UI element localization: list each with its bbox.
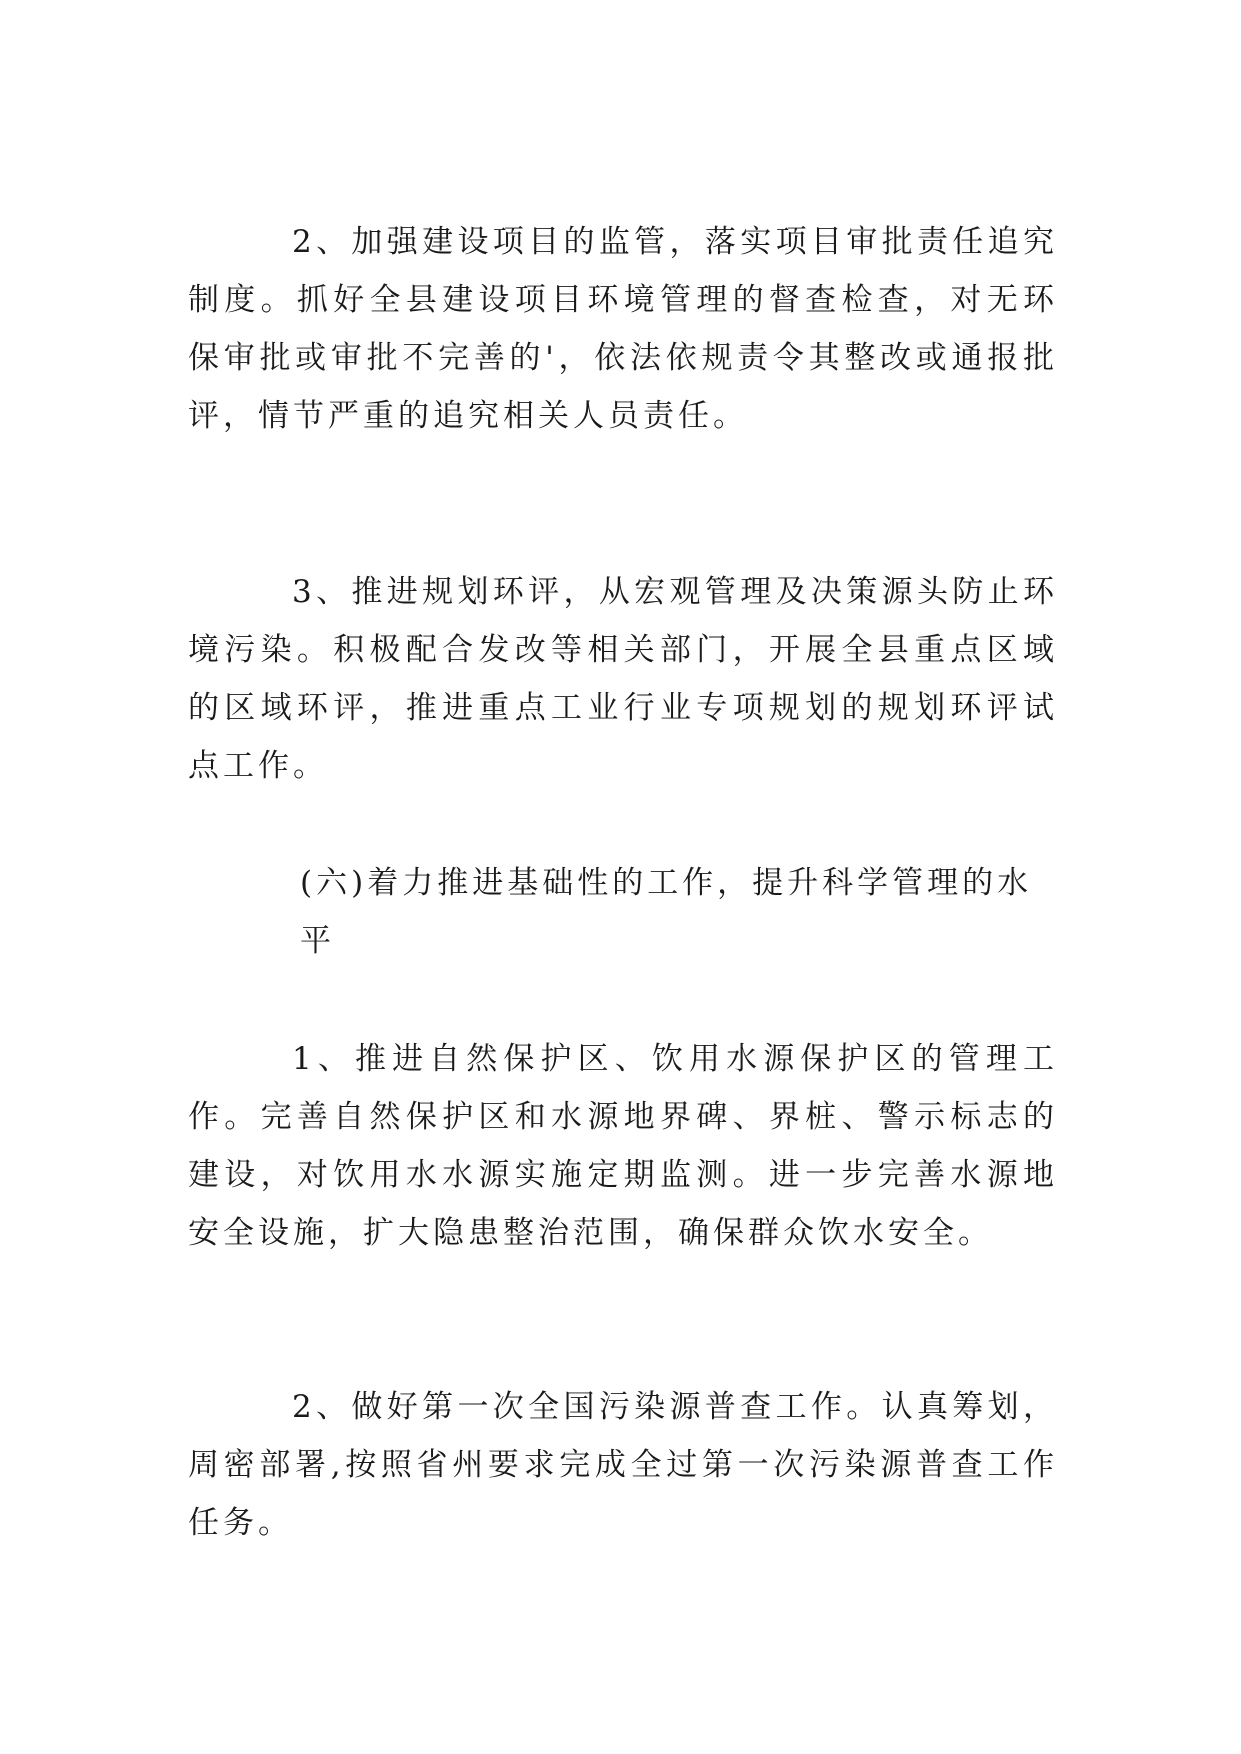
paragraph-pollution-census: 2、做好第一次全国污染源普查工作。认真筹划，周密部署,按照省州要求完成全过第一次污染源普查工作任务。 <box>188 1389 1058 1541</box>
paragraph-water-source-protection: 1、推进自然保护区、饮用水源保护区的管理工作。完善自然保护区和水源地界碑、界桩、警示标志的建设，对饮用水水源实施定期监测。进一步完善水源地安全设施，扩大隐患整治范围，确保群众饮水安全。 <box>188 1041 1058 1251</box>
paragraph-planning-eia: 3、推进规划环评，从宏观管理及决策源头防止环境污染。积极配合发改等相关部门，开展全县重点区域的区域环评，推进重点工业行业专项规划的规划环评试点工作。 <box>188 574 1058 784</box>
paragraph-project-supervision: 2、加强建设项目的监管，落实项目审批责任追究制度。抓好全县建设项目环境管理的督查检查，对无环保审批或审批不完善的'，依法依规责令其整改或通报批评，情节严重的追究相关人员责任。 <box>188 224 1058 434</box>
section-heading: (六)着力推进基础性的工作，提升科学管理的水平 <box>300 865 1033 959</box>
